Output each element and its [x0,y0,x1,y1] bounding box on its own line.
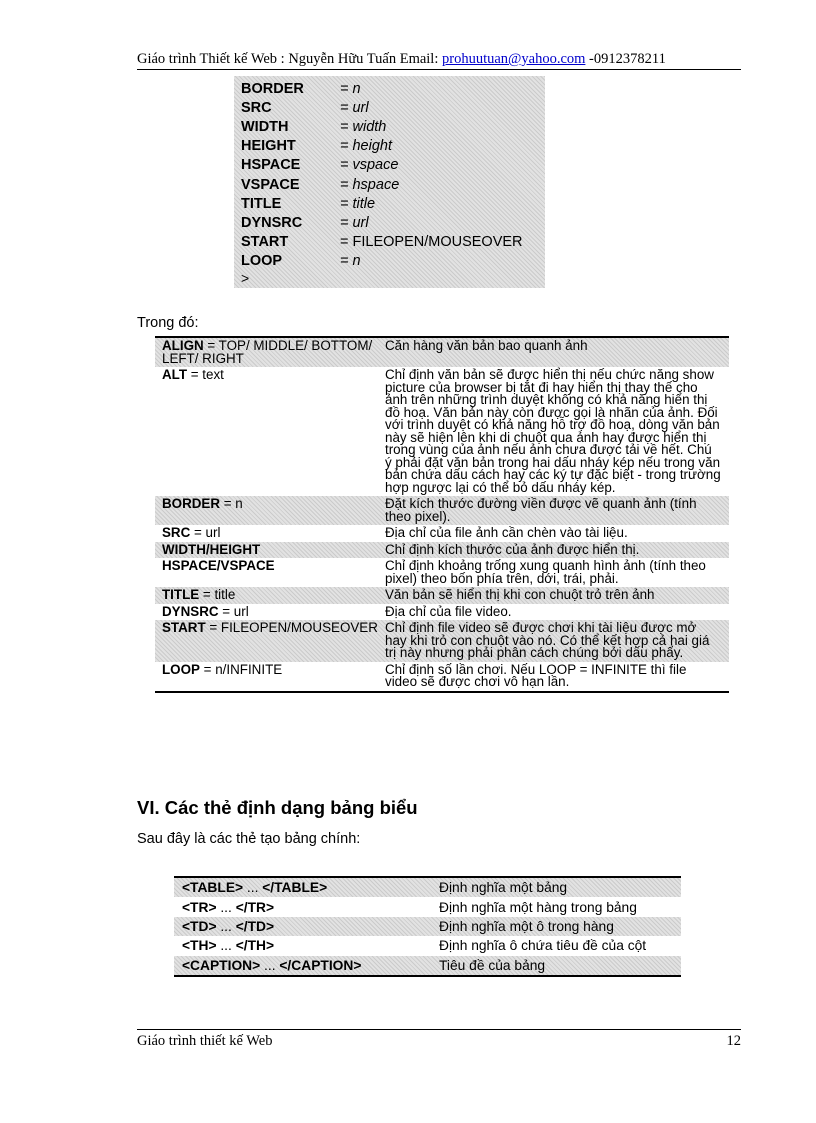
tag-close: </TH> [235,938,275,954]
code-attribute-name: DYNSRC [241,214,303,231]
code-row [241,117,545,136]
attribute-cell [155,604,378,621]
attribute-description: Chỉ định kích thước của ảnh được hiển thị. [385,541,640,557]
code-attribute-value: = url [340,99,369,116]
code-attribute-name: HEIGHT [241,138,296,155]
attribute-row [155,620,729,662]
attribute-cell [155,620,378,662]
attribute-row [155,662,729,691]
attribute-description-table [155,336,729,693]
tag-close: </CAPTION> [279,957,362,973]
tag-row [174,956,681,975]
attribute-name: WIDTH/HEIGHT [162,541,261,557]
code-attribute-value: = hspace [340,176,400,193]
page-header [137,50,741,70]
code-row [241,252,545,271]
code-row [241,213,545,232]
attribute-description: Căn hàng văn bản bao quanh ảnh [385,338,588,353]
code-attribute-value: = width [340,118,387,135]
attribute-description: Chỉ định số lần chơi. Nếu LOOP = INFINITE thì file video sẽ được chơi vô hạn lần. [385,661,687,689]
section-heading: VI. Các thẻ định dạng bảng biểu [137,797,418,818]
attribute-row [155,367,729,496]
tag-open: <TR> [182,899,217,915]
intro-label: Trong đó: [137,315,199,331]
tag-description: Định nghĩa ô chứa tiêu đề của cột [439,938,647,954]
attribute-cell [155,587,378,604]
code-row [241,175,545,194]
img-attribute-code-block [234,76,545,288]
code-attribute-name: HSPACE [241,157,301,174]
attribute-cell [155,525,378,542]
attribute-row [155,525,729,542]
code-attribute-name: SRC [241,99,272,116]
tag-separator: ... [260,957,280,973]
tag-cell [174,900,439,915]
attribute-description: Văn bản sẽ hiển thị khi con chuột trỏ trên ảnh [385,587,655,602]
tag-open: <CAPTION> [182,957,261,973]
attribute-value: = url [190,525,221,540]
attribute-cell [155,496,378,525]
code-closing-bracket: > [241,269,250,286]
tag-separator: ... [243,880,263,896]
tag-row [174,878,681,897]
tag-cell [174,880,439,895]
attribute-row [155,587,729,604]
attribute-description: Địa chỉ của file ảnh cần chèn vào tài liệu. [385,525,628,540]
attribute-row [155,338,729,367]
attribute-cell [155,367,378,496]
footer-title: Giáo trình thiết kế Web [137,1033,273,1049]
tag-description: Tiêu đề của bảng [439,957,546,973]
attribute-row [155,558,729,587]
code-attribute-value: = FILEOPEN/MOUSEOVER [340,234,523,251]
tag-close: </TABLE> [262,880,328,896]
attribute-name: TITLE [162,587,200,602]
attribute-cell [155,558,378,587]
attribute-row [155,604,729,621]
attribute-value: = n/INFINITE [199,661,283,677]
code-row [241,137,545,156]
tag-description: Định nghĩa một bảng [439,880,568,896]
attribute-description: Địa chỉ của file video. [385,603,512,619]
code-row [241,194,545,213]
tag-separator: ... [216,899,236,915]
code-attribute-value: = url [340,214,369,231]
code-row [241,233,545,252]
attribute-name: SRC [162,525,191,540]
attribute-value: = text [187,367,224,382]
tag-cell [174,919,439,934]
section-intro: Sau đây là các thẻ tạo bảng chính: [137,831,361,847]
header-text: Giáo trình Thiết kế Web : Nguyễn Hữu Tuấn Email: [137,51,442,67]
code-attribute-value: = n [340,80,361,97]
tag-row [174,897,681,916]
code-attribute-value: = vspace [340,157,399,174]
attribute-value: = title [199,587,236,602]
page-number: 12 [726,1033,741,1049]
tag-description: Định nghĩa một hàng trong bảng [439,899,637,915]
attribute-description: Chỉ định khoảng trống xung quanh hình ảnh (tính theo pixel) theo bốn phía trên, dới, trái, phải. [385,558,706,586]
attribute-description: Chỉ định file video sẽ được chơi khi tài liệu được mở hay khi trỏ con chuột vào nó. Có thể kết hợp cả hai giá trị này nhưng phải phân cách chúng bởi dấu phẩy. [385,620,710,660]
tag-close: </TR> [235,899,275,915]
attribute-cell [155,662,378,691]
attribute-name: BORDER [162,496,221,511]
tag-row [174,936,681,955]
tag-close: </TD> [235,918,275,934]
attribute-value: = n [220,496,243,511]
attribute-name: DYNSRC [162,603,219,619]
tag-separator: ... [216,918,236,934]
table-tags-summary [174,876,681,977]
code-attribute-name: WIDTH [241,118,289,135]
code-attribute-name: LOOP [241,253,283,270]
page-footer [137,1029,741,1050]
code-attribute-value: = title [340,195,376,212]
attribute-value: = FILEOPEN/MOUSEOVER [205,620,378,635]
tag-open: <TABLE> [182,880,244,896]
attribute-value: = url [218,603,249,619]
tag-open: <TD> [182,918,217,934]
attribute-cell [155,542,378,559]
header-phone: -0912378211 [585,51,666,67]
tag-open: <TH> [182,938,217,954]
code-attribute-name: TITLE [241,195,282,212]
code-attribute-value: = n [340,253,361,270]
tag-cell [174,958,439,973]
attribute-value: = TOP/ MIDDLE/ BOTTOM/ LEFT/ RIGHT [162,338,373,366]
code-attribute-name: START [241,234,289,251]
attribute-description: Chỉ định văn bản sẽ được hiển thị nếu chức năng show picture của browser bị tắt đi hay hiển thị thay thế cho ảnh trên những trình duyệt không có khả năng hiển thị đồ hoạ. Văn bản này còn được gọi là nhãn của ảnh. Đối với trình duyệt có khả năng hỗ trợ đồ hoạ, dòng văn bản này sẽ hiện lên khi di chuột qua ảnh hay được hiển thị trong vùng của ảnh nếu ảnh chưa được tải về hết. Chú ý phải đặt văn bản trong hai dấu nháy kép nếu trong văn bản chứa dấu cách hay các ký tự đặc biệt - trong trường hợp ngược lại có thể bỏ dấu nháy kép. [385,367,721,495]
tag-separator: ... [216,938,236,954]
tag-cell [174,938,439,953]
code-row [241,79,545,98]
tag-row [174,917,681,936]
header-email-link[interactable]: prohuutuan@yahoo.com [442,51,586,67]
code-attribute-value: = height [340,138,393,155]
code-row [241,98,545,117]
attribute-description: Đặt kích thước đường viền được vẽ quanh ảnh (tính theo pixel). [385,496,697,524]
code-row [241,156,545,175]
attribute-name: LOOP [162,661,200,677]
attribute-name: ALT [162,367,188,382]
attribute-row [155,496,729,525]
code-attribute-name: VSPACE [241,176,300,193]
code-attribute-name: BORDER [241,80,304,97]
attribute-name: HSPACE/VSPACE [162,558,275,573]
attribute-name: ALIGN [162,338,204,353]
attribute-cell [155,338,378,367]
attribute-name: START [162,620,206,635]
tag-description: Định nghĩa một ô trong hàng [439,918,614,934]
attribute-row [155,542,729,559]
